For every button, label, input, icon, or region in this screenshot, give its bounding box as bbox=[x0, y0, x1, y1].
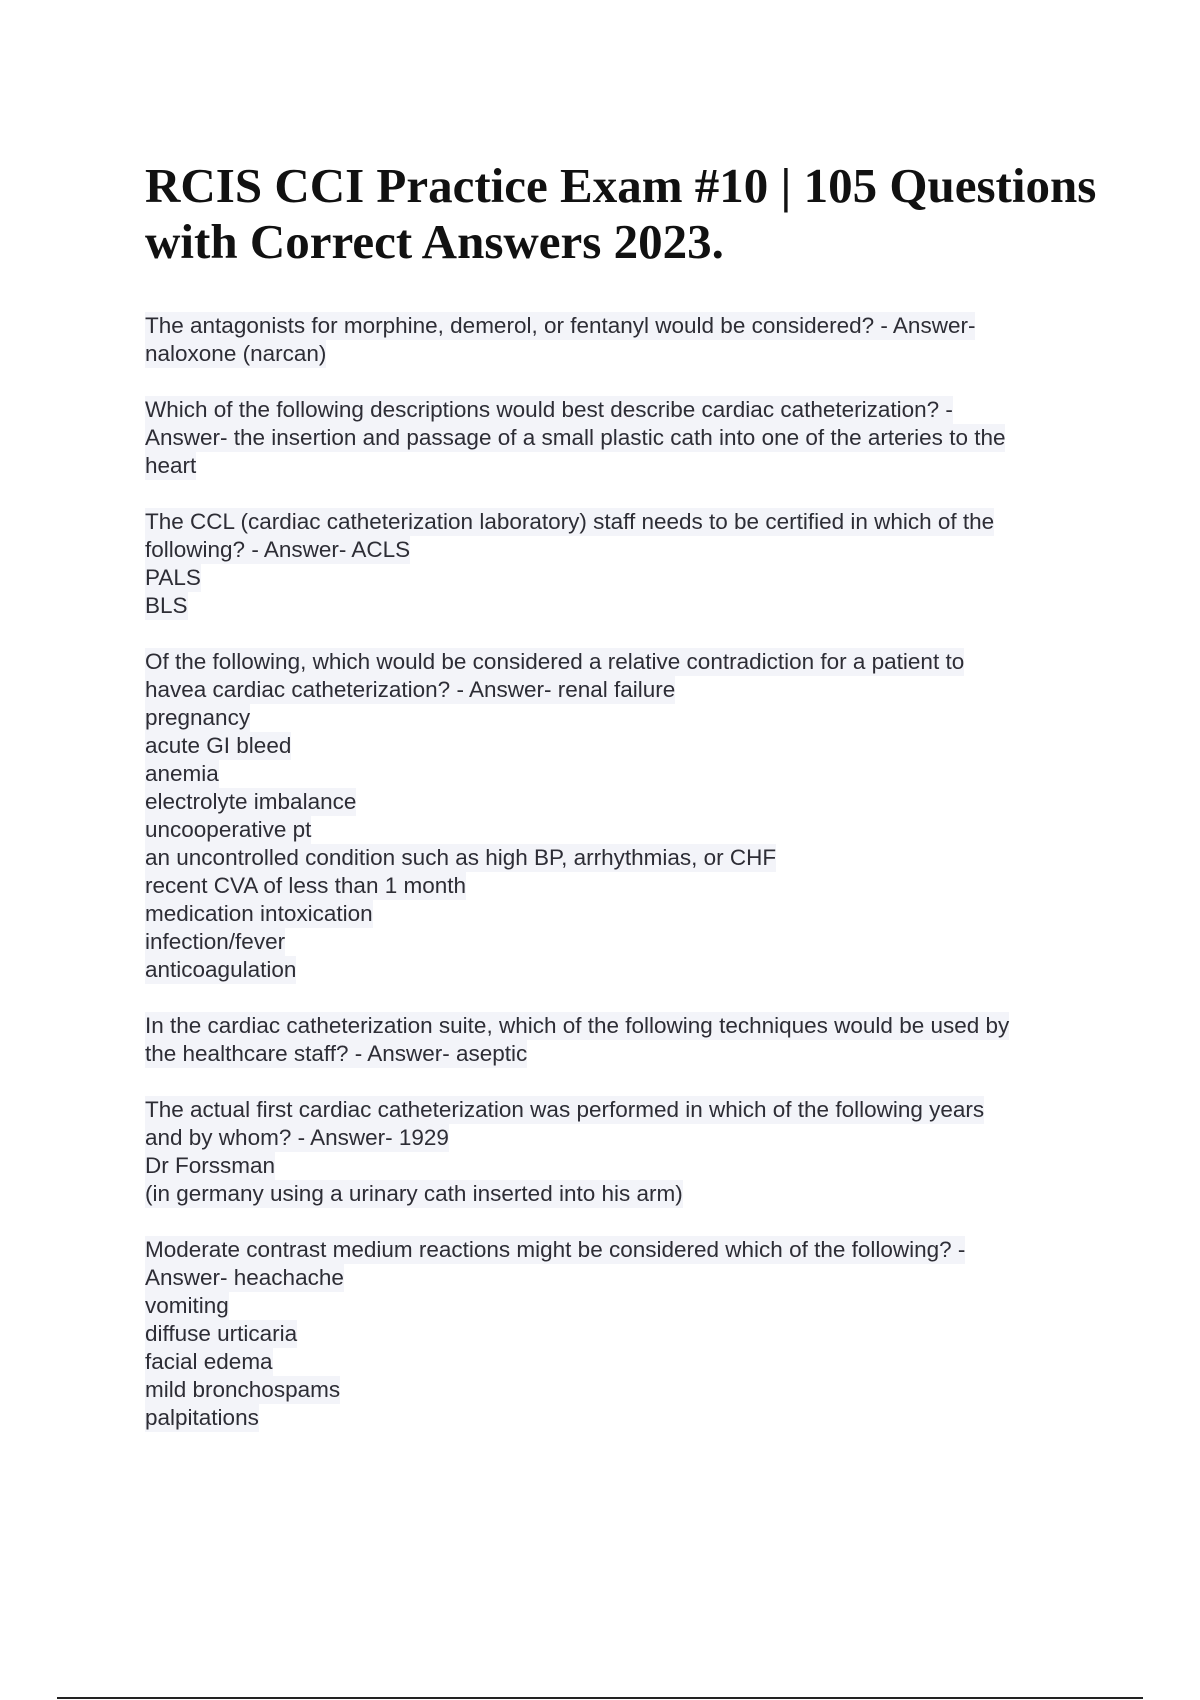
answer-text: an uncontrolled condition such as high BP, arrhythmias, or CHF bbox=[145, 845, 777, 870]
answer-text: Answer- heachache bbox=[145, 1265, 344, 1290]
answer-text: mild bronchospams bbox=[145, 1377, 341, 1402]
answer-text: infection/fever bbox=[145, 929, 286, 954]
answer-text: heart bbox=[145, 453, 197, 478]
document-title bbox=[145, 158, 1185, 270]
answer-text: naloxone (narcan) bbox=[145, 341, 327, 366]
question-answer-list bbox=[145, 312, 1105, 1460]
qa-item bbox=[145, 1012, 1105, 1068]
answer-text: PALS bbox=[145, 565, 201, 590]
question-text: In the cardiac catheterization suite, which of the following techniques would be used by bbox=[145, 1013, 1010, 1038]
qa-item bbox=[145, 648, 1105, 984]
answer-text: Dr Forssman bbox=[145, 1153, 276, 1178]
answer-text: the healthcare staff? - Answer- aseptic bbox=[145, 1041, 528, 1066]
answer-text: (in germany using a urinary cath inserted into his arm) bbox=[145, 1181, 683, 1206]
answer-text: anticoagulation bbox=[145, 957, 297, 982]
answer-text: anemia bbox=[145, 761, 219, 786]
answer-text: electrolyte imbalance bbox=[145, 789, 357, 814]
question-text: Moderate contrast medium reactions might be considered which of the following? - bbox=[145, 1237, 966, 1262]
question-text: Of the following, which would be considered a relative contradiction for a patient to bbox=[145, 649, 965, 674]
qa-item bbox=[145, 1096, 1105, 1208]
title-line: RCIS CCI Practice Exam #10 | 105 Questions bbox=[145, 158, 1097, 213]
question-text: Which of the following descriptions would best describe cardiac catheterization? - bbox=[145, 397, 953, 422]
answer-text: havea cardiac catheterization? - Answer- renal failure bbox=[145, 677, 676, 702]
footer-divider bbox=[57, 1697, 1143, 1699]
answer-text: diffuse urticaria bbox=[145, 1321, 298, 1346]
answer-text: medication intoxication bbox=[145, 901, 373, 926]
answer-text: pregnancy bbox=[145, 705, 251, 730]
qa-item bbox=[145, 396, 1105, 480]
answer-text: facial edema bbox=[145, 1349, 273, 1374]
answer-text: Answer- the insertion and passage of a small plastic cath into one of the arteries to the bbox=[145, 425, 1006, 450]
answer-text: following? - Answer- ACLS bbox=[145, 537, 411, 562]
answer-text: palpitations bbox=[145, 1405, 259, 1430]
answer-text: uncooperative pt bbox=[145, 817, 312, 842]
question-text: The actual first cardiac catheterization was performed in which of the following years bbox=[145, 1097, 985, 1122]
title-line: with Correct Answers 2023. bbox=[145, 214, 724, 269]
question-text: The antagonists for morphine, demerol, or fentanyl would be considered? - Answer- bbox=[145, 313, 976, 338]
answer-text: vomiting bbox=[145, 1293, 229, 1318]
qa-item bbox=[145, 1236, 1105, 1432]
answer-text: BLS bbox=[145, 593, 188, 618]
qa-item bbox=[145, 312, 1105, 368]
answer-text: acute GI bleed bbox=[145, 733, 292, 758]
question-text: The CCL (cardiac catheterization laboratory) staff needs to be certified in which of the bbox=[145, 509, 995, 534]
answer-text: recent CVA of less than 1 month bbox=[145, 873, 467, 898]
answer-text: and by whom? - Answer- 1929 bbox=[145, 1125, 449, 1150]
qa-item bbox=[145, 508, 1105, 620]
